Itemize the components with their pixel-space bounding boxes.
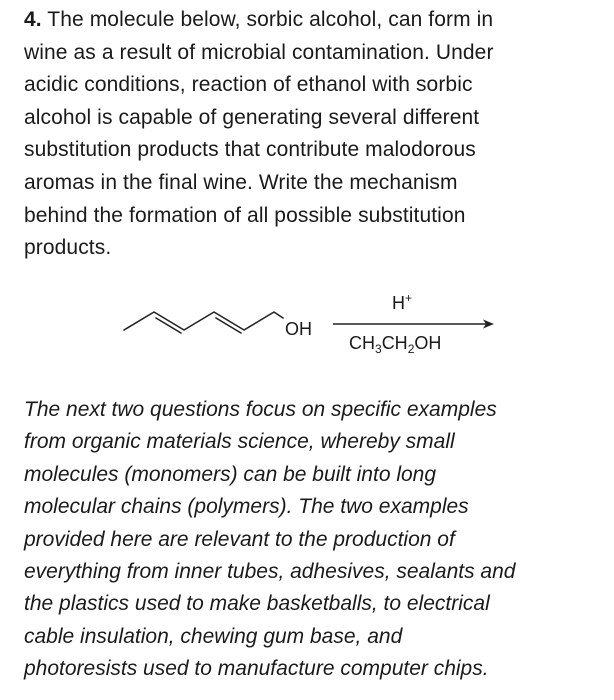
carbon-chain xyxy=(124,312,283,330)
note-line-5: provided here are relevant to the production of xyxy=(24,527,455,551)
sorbic-alcohol-structure xyxy=(0,272,614,362)
note-line-8: cable insulation, chewing gum base, and xyxy=(24,624,403,648)
reaction-scheme xyxy=(0,272,614,362)
reaction-arrow xyxy=(333,320,494,329)
solvent-subscript-2: 2 xyxy=(407,342,415,356)
note-line-6: everything from inner tubes, adhesives, sealants and xyxy=(24,560,516,584)
catalyst-charge: + xyxy=(405,291,413,305)
solvent-part-2: CH xyxy=(381,333,408,353)
hydroxyl-label: OH xyxy=(285,319,312,339)
question-line-5: substitution products that contribute malodorous xyxy=(24,138,476,162)
solvent-part-1: CH xyxy=(349,333,375,353)
skeletal-chain xyxy=(124,312,283,333)
note-line-4: molecular chains (polymers). The two examples xyxy=(24,495,469,519)
solvent-subscript-1: 3 xyxy=(375,342,382,356)
solvent-part-3: OH xyxy=(414,333,442,353)
polymer-intro-note xyxy=(24,394,604,686)
question-line-8: products. xyxy=(24,236,112,260)
solvent-label xyxy=(349,333,441,359)
catalyst-base: H xyxy=(392,293,405,313)
question-line-6: aromas in the final wine. Write the mechanism xyxy=(24,170,458,194)
question-text: The molecule below, sorbic alcohol, can form in xyxy=(41,8,494,31)
question-line-2: wine as a result of microbial contamination. Under xyxy=(24,40,494,64)
note-line-1: The next two questions focus on specific examples xyxy=(24,398,497,421)
question-line-4: alcohol is capable of generating several different xyxy=(24,105,480,129)
question-line-7: behind the formation of all possible substitution xyxy=(24,203,466,227)
note-line-7: the plastics used to make basketballs, to electrical xyxy=(24,592,490,616)
question-line-3: acidic conditions, reaction of ethanol with sorbic xyxy=(24,73,473,97)
question-4 xyxy=(24,4,594,265)
question-number: 4. xyxy=(24,8,42,31)
note-line-9: photoresists used to manufacture computer chips. xyxy=(24,657,489,681)
note-line-3: molecules (monomers) can be built into long xyxy=(24,462,437,486)
note-line-2: from organic materials science, whereby small xyxy=(24,430,455,454)
catalyst-label xyxy=(392,288,412,313)
question-line-1 xyxy=(24,4,594,37)
